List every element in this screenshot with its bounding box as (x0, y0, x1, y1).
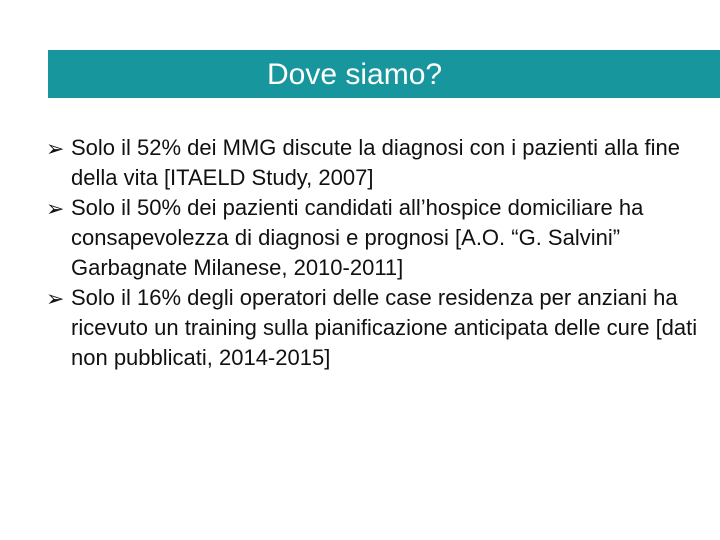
bullet-item (46, 193, 706, 283)
bullet-text: Solo il 16% degli operatori delle case residenza per anziani ha ricevuto un training sulla pianificazione anticipata delle cure [dati non pubblicati, 2014-2015] (71, 285, 698, 370)
arrowhead-bullet-icon: ➢ (46, 137, 65, 162)
bullet-text: Solo il 52% dei MMG discute la diagnosi con i pazienti alla fine della vita [ITAELD Study, 2007] (71, 135, 680, 190)
arrowhead-bullet-icon: ➢ (46, 197, 65, 222)
arrowhead-bullet-icon: ➢ (46, 287, 65, 312)
bullet-text: Solo il 50% dei pazienti candidati all’hospice domiciliare ha consapevolezza di diagnosi e prognosi [A.O. “G. Salvini” Garbagnate Milanese, 2010-2011] (71, 195, 644, 280)
bullet-item (46, 283, 706, 373)
slide-title: Dove siamo? (267, 58, 443, 91)
bullet-list (46, 133, 706, 373)
bullet-item (46, 133, 706, 193)
